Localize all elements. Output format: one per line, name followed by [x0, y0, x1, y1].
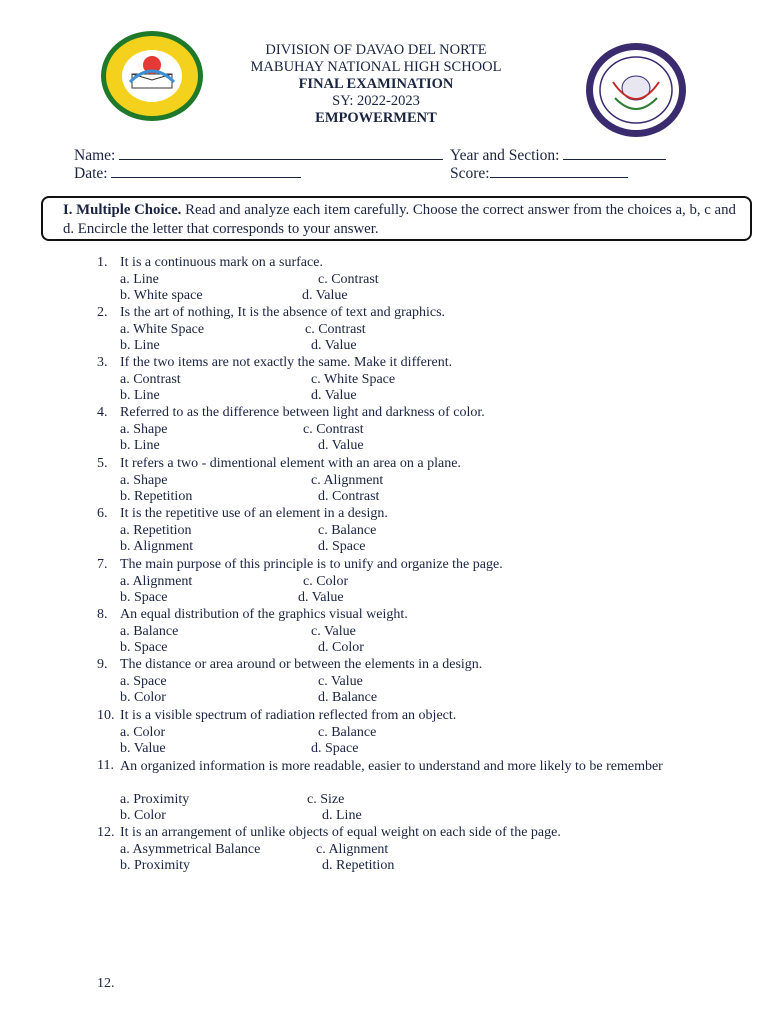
- year-section-field[interactable]: [563, 145, 666, 160]
- question-text: If the two items are not exactly the same. Make it different.: [120, 355, 453, 370]
- choice-a[interactable]: a. Color: [120, 725, 166, 740]
- score-row: [450, 163, 628, 183]
- question-text: It is an arrangement of unlike objects of equal weight on each side of the page.: [120, 825, 561, 840]
- choice-d[interactable]: d. Space: [318, 539, 366, 554]
- name-label: Name:: [74, 147, 116, 164]
- choice-c[interactable]: c. Balance: [318, 725, 377, 740]
- choice-c[interactable]: c. Value: [311, 624, 356, 639]
- question-text: Is the art of nothing, It is the absence of text and graphics.: [120, 305, 446, 320]
- choice-c[interactable]: c. Contrast: [318, 272, 379, 287]
- division-title: DIVISION OF DAVAO DEL NORTE: [265, 42, 487, 58]
- school-year: SY: 2022-2023: [332, 93, 420, 109]
- choice-a[interactable]: a. Shape: [120, 473, 168, 488]
- choice-a[interactable]: a. Space: [120, 674, 167, 689]
- question-number: 2.: [97, 305, 108, 320]
- choice-a[interactable]: a. Line: [120, 272, 159, 287]
- choice-c[interactable]: c. Alignment: [316, 842, 389, 857]
- subject-title: EMPOWERMENT: [315, 110, 437, 126]
- question-number: 7.: [97, 557, 108, 572]
- score-label: Score:: [450, 165, 490, 182]
- choice-b[interactable]: b. White space: [120, 288, 203, 303]
- choice-a[interactable]: a. Contrast: [120, 372, 181, 387]
- question-text: An organized information is more readable, easier to understand and more likely to be remember: [120, 759, 663, 774]
- choice-b[interactable]: b. Color: [120, 690, 166, 705]
- choice-a[interactable]: a. Asymmetrical Balance: [120, 842, 261, 857]
- choice-a[interactable]: a. Proximity: [120, 792, 190, 807]
- choice-b[interactable]: b. Space: [120, 590, 168, 605]
- choice-b[interactable]: b. Repetition: [120, 489, 193, 504]
- choice-b[interactable]: b. Color: [120, 808, 166, 823]
- question-text: It is a continuous mark on a surface.: [120, 255, 323, 270]
- choice-d[interactable]: d. Space: [311, 741, 359, 756]
- choice-d[interactable]: d. Contrast: [318, 489, 380, 504]
- choice-c[interactable]: c. Contrast: [303, 422, 364, 437]
- choice-c[interactable]: c. Color: [303, 574, 349, 589]
- question-text: The main purpose of this principle is to unify and organize the page.: [120, 557, 503, 572]
- date-field[interactable]: [111, 163, 301, 178]
- question-text: It is the repetitive use of an element in a design.: [120, 506, 388, 521]
- question-number: 10.: [97, 708, 115, 723]
- question-number: 3.: [97, 355, 108, 370]
- choice-b[interactable]: b. Line: [120, 338, 160, 353]
- question-text: The distance or area around or between the elements in a design.: [120, 657, 483, 672]
- question-number: 1.: [97, 255, 108, 270]
- instructions-text: Read and analyze each item carefully. Choose the correct answer from the choices a, b, c and d. Encircle the letter that corresponds to your answer.: [63, 202, 736, 237]
- choice-a[interactable]: a. Shape: [120, 422, 168, 437]
- score-field[interactable]: [490, 163, 628, 178]
- choice-a[interactable]: a. White Space: [120, 322, 205, 337]
- choice-b[interactable]: b. Proximity: [120, 858, 191, 873]
- choice-d[interactable]: d. Value: [311, 388, 357, 403]
- question-text: An equal distribution of the graphics visual weight.: [120, 607, 408, 622]
- choice-d[interactable]: d. Color: [318, 640, 364, 655]
- question-number: 8.: [97, 607, 108, 622]
- header-block: [160, 42, 592, 127]
- date-label: Date:: [74, 165, 108, 182]
- year-section-label: Year and Section:: [450, 147, 560, 164]
- choice-c[interactable]: c. Contrast: [305, 322, 366, 337]
- choice-d[interactable]: d. Balance: [318, 690, 378, 705]
- choice-d[interactable]: d. Repetition: [322, 858, 395, 873]
- choice-a[interactable]: a. Alignment: [120, 574, 193, 589]
- question-number: 6.: [97, 506, 108, 521]
- instructions-box: [41, 196, 752, 241]
- choice-c[interactable]: c. Value: [318, 674, 363, 689]
- question-number: 12.: [97, 825, 115, 840]
- school-title: MABUHAY NATIONAL HIGH SCHOOL: [250, 59, 502, 75]
- choice-a[interactable]: a. Repetition: [120, 523, 192, 538]
- choice-c[interactable]: c. Size: [307, 792, 345, 807]
- exam-title: FINAL EXAMINATION: [298, 76, 454, 92]
- choice-b[interactable]: b. Line: [120, 438, 160, 453]
- name-field[interactable]: [119, 145, 443, 160]
- choice-b[interactable]: b. Space: [120, 640, 168, 655]
- choice-c[interactable]: c. Alignment: [311, 473, 384, 488]
- name-row: [74, 145, 443, 165]
- instructions-title: I. Multiple Choice.: [63, 202, 182, 218]
- choice-b[interactable]: b. Value: [120, 741, 166, 756]
- choice-d[interactable]: d. Line: [322, 808, 362, 823]
- school-seal-logo: [585, 42, 687, 138]
- choice-c[interactable]: c. White Space: [311, 372, 396, 387]
- question-number: 4.: [97, 405, 108, 420]
- choice-d[interactable]: d. Value: [298, 590, 344, 605]
- question-number: 9.: [97, 657, 108, 672]
- question-text: It is a visible spectrum of radiation reflected from an object.: [120, 708, 457, 723]
- question-number: 11.: [97, 758, 114, 773]
- choice-d[interactable]: d. Value: [311, 338, 357, 353]
- question-text: Referred to as the difference between light and darkness of color.: [120, 405, 485, 420]
- choice-b[interactable]: b. Alignment: [120, 539, 194, 554]
- choice-a[interactable]: a. Balance: [120, 624, 179, 639]
- choice-b[interactable]: b. Line: [120, 388, 160, 403]
- choice-d[interactable]: d. Value: [318, 438, 364, 453]
- question-text: It refers a two - dimentional element with an area on a plane.: [120, 456, 461, 471]
- date-row: [74, 163, 301, 183]
- question-number: 5.: [97, 456, 108, 471]
- footer-number: 12.: [97, 976, 115, 991]
- choice-d[interactable]: d. Value: [302, 288, 348, 303]
- year-section-row: [450, 145, 666, 165]
- choice-c[interactable]: c. Balance: [318, 523, 377, 538]
